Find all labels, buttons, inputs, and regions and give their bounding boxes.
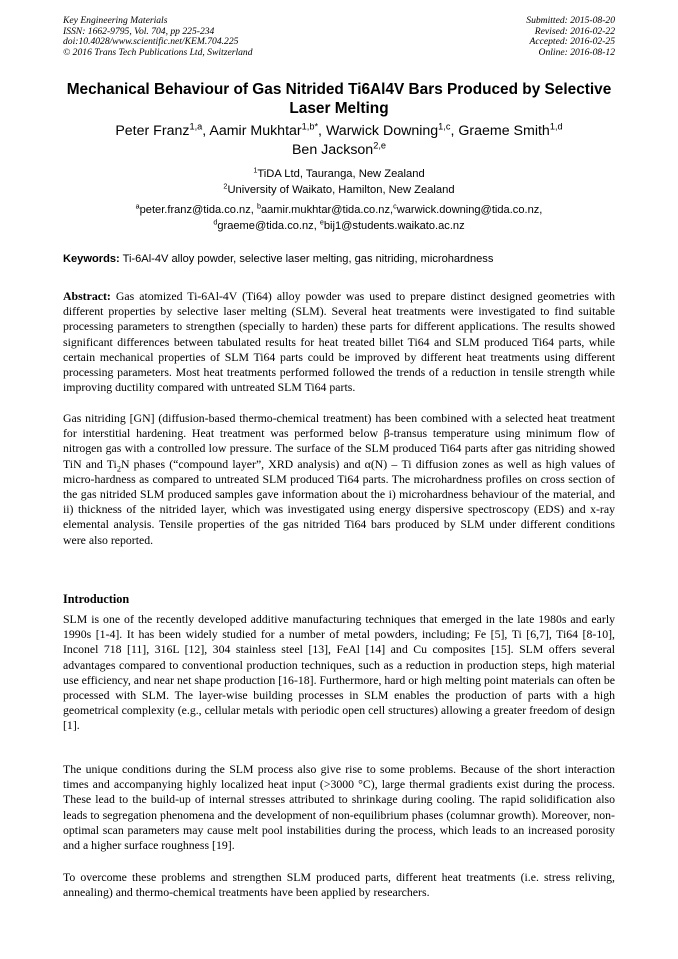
journal-name: Key Engineering Materials: [63, 15, 168, 26]
email-address[interactable]: bij1@students.waikato.ac.nz: [323, 220, 465, 232]
email-mark: d: [213, 217, 218, 227]
abstract-text: Gas atomized Ti-6Al-4V (Ti64) alloy powder was used to prepare distinct designed geometries with different properties by selective laser melting (SLM). Several heat treatments were investigated to find suitable processing parameters to strengthen (specially to harden) these parts for different applications. The results showed significant differences between tabulated results for heat treated billet Ti64 and SLM produced Ti64 parts, while certain mechanical properties of SLM Ti64 parts could be improved by different heat treatments using different processing parameters. Most heat treatments performed followed the trends of a reduction in tensile strength while improving ductility compared with untreated SLM Ti64 parts.: [63, 289, 615, 395]
author-affiliation-mark: 1,d: [549, 121, 563, 132]
affiliations: [63, 166, 615, 198]
abstract-label: Abstract:: [63, 289, 111, 303]
introduction-paragraph-3: [63, 870, 615, 900]
author-name: Warwick Downing: [325, 123, 439, 139]
keywords-label: Keywords:: [63, 253, 120, 265]
email-line: [63, 218, 615, 234]
author-name: Peter Franz: [115, 123, 190, 139]
section-heading-introduction: Introduction: [63, 592, 130, 606]
author-name: Ben Jackson: [291, 142, 374, 158]
affiliation-text: University of Waikato, Hamilton, New Zealand: [227, 184, 455, 196]
author-name: Aamir Mukhtar: [209, 123, 302, 139]
keywords: [63, 252, 615, 267]
author-affiliation-mark: 1,b*: [301, 121, 319, 132]
abstract: [63, 289, 615, 395]
journal-doi: doi:10.4028/www.scientific.net/KEM.704.225: [63, 36, 239, 48]
date-accepted: Accepted: 2016-02-25: [529, 36, 615, 48]
affiliation-text: TiDA Ltd, Tauranga, New Zealand: [257, 168, 425, 180]
journal-info: [63, 16, 253, 58]
introduction-paragraph-2: [63, 762, 615, 853]
email-mark: e: [319, 217, 324, 227]
email-address[interactable]: graeme@tida.co.nz,: [217, 220, 320, 232]
date-submitted: Submitted: 2015-08-20: [526, 15, 615, 26]
email-mark: c: [393, 201, 397, 211]
email-address[interactable]: warwick.downing@tida.co.nz,: [396, 204, 543, 216]
affiliation-mark: 1: [253, 165, 258, 175]
author-separator: ,: [202, 123, 210, 139]
affiliation-line: [63, 166, 615, 182]
author-affiliation-mark: 2,e: [373, 140, 387, 151]
paragraph-text: To overcome these problems and strengthen SLM produced parts, different heat treatments (i.e. stress reliving, annealing) and thermo-chemical treatments have been applied by researchers.: [63, 870, 615, 900]
author-separator: ,: [450, 123, 459, 139]
introduction-paragraph-1: [63, 612, 615, 734]
email-address[interactable]: aamir.mukhtar@tida.co.nz,: [260, 204, 394, 216]
date-online: Online: 2016-08-12: [538, 46, 615, 58]
email-address[interactable]: peter.franz@tida.co.nz,: [139, 204, 257, 216]
email-mark: a: [135, 201, 140, 211]
author-affiliation-mark: 1,a: [189, 121, 203, 132]
paragraph-text: The unique conditions during the SLM process also give rise to some problems. Because of the short interaction times and accompanying highly localized heat input (>3000 °C), large thermal gradients exist during the process. These lead to the build-up of internal stresses attributed to shrinkage during cooling. The rapid solidification also leads to segregation phenomena and the development of non-equilibrium phases (columnar growth). Moreover, non-optimal scan parameters may cause melt pool instabilities during the process, which leads to an increased porosity and a higher surface roughness [19].: [63, 762, 615, 853]
abstract-paragraph: [63, 289, 615, 395]
subscript: 2: [116, 463, 121, 473]
journal-issn: ISSN: 1662-9795, Vol. 704, pp 225-234: [63, 25, 215, 37]
abstract-gas-nitriding: [63, 411, 615, 548]
publication-dates: [526, 16, 615, 58]
affiliation-mark: 2: [223, 181, 228, 191]
abstract-text: Gas nitriding [GN] (diffusion-based thermo-chemical treatment) has been combined with a selected heat treatment for interstitial hardening. Heat treatment was performed below β-transus temperature using minimum flow of nitrogen gas with a controlled low pressure. The surface of the SLM produced Ti64 parts after gas nitriding showed TiN and Ti: [63, 411, 615, 471]
journal-copyright: © 2016 Trans Tech Publications Ltd, Switzerland: [63, 46, 253, 58]
paper-title: Mechanical Behaviour of Gas Nitrided Ti6Al4V Bars Produced by Selective Laser Melting: [66, 81, 612, 117]
email-line: [63, 202, 615, 218]
paragraph-text: SLM is one of the recently developed additive manufacturing techniques that emerged in the late 1980s and early 1990s [1-4]. It has been widely studied for a number of metal powders, including; Fe [5], Ti [6,7], Ti64 [8-10], Inconel 718 [11], 316L [12], 304 stainless steel [13], FeAl [14] and Cu composites [15]. SLM offers several advantages compared to conventional production techniques, such as a reduction in production steps, high material use efficiency, and near net shape production [16-18]. Furthermore, hard or high melting point materials can often be processed with SLM. The layer-wise building processes in SLM enables the production of parts with a high geometrical complexity (e.g., cellular metals with periodic open cell structures) allowing a greater freedom of design [1].: [63, 612, 615, 733]
affiliation-line: [63, 182, 615, 198]
author-emails: [63, 202, 615, 234]
author-list: [63, 122, 615, 160]
author-name: Graeme Smith: [458, 123, 550, 139]
abstract-paragraph: [63, 411, 615, 548]
keywords-text: Ti-6Al-4V alloy powder, selective laser melting, gas nitriding, microhardness: [119, 253, 494, 265]
date-revised: Revised: 2016-02-22: [534, 25, 615, 37]
email-mark: b: [256, 201, 261, 211]
abstract-text: N phases (“compound layer”, XRD analysis) and α(N) – Ti diffusion zones as well as high values of micro-hardness as compared to untreated SLM produced Ti64 parts. The microhardness profiles on cross section of the gas nitrided SLM produced samples gave information about the i) microhardness behaviour of the material, and ii) thickness of the nitrided layer, which was investigated using energy dispersive spectroscopy (EDS) and x-ray elemental analysis. Tensile properties of the gas nitrided Ti64 bars produced by SLM under different conditions were also reported.: [63, 456, 615, 547]
author-affiliation-mark: 1,c: [438, 121, 451, 132]
author-separator: ,: [318, 123, 326, 139]
